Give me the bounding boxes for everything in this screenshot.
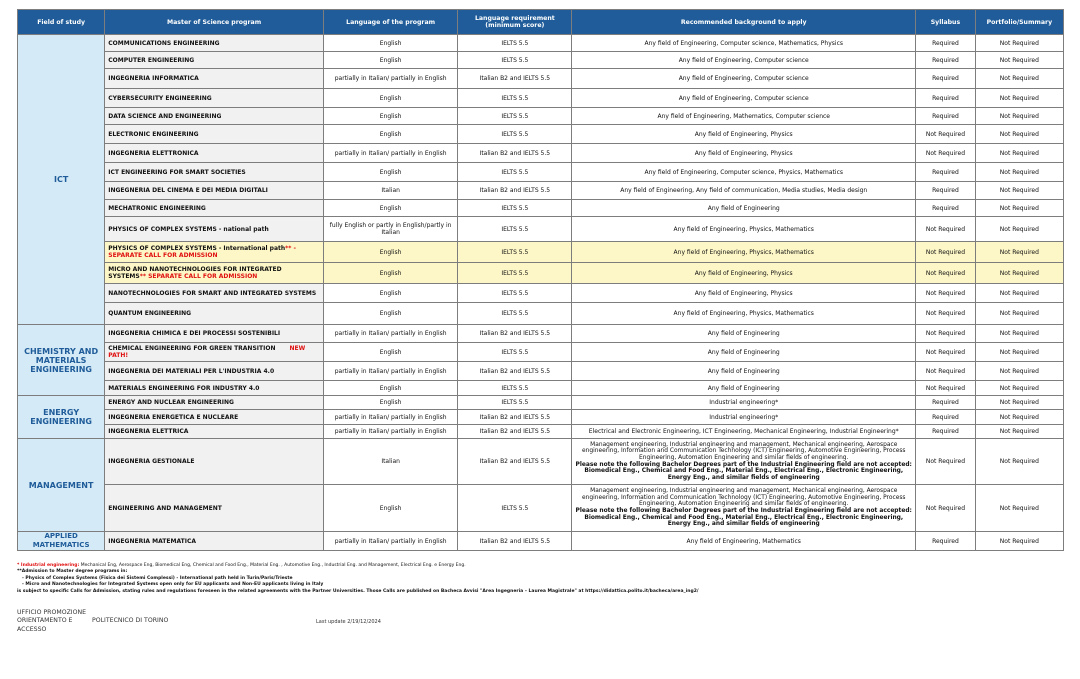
language-cell: Italian — [323, 182, 457, 200]
requirement-cell: Italian B2 and IELTS 5.5 — [458, 439, 572, 485]
language-cell: English — [323, 396, 457, 410]
table-row — [18, 532, 1064, 551]
syllabus-cell: Not Required — [916, 303, 976, 325]
portfolio-cell: Not Required — [975, 439, 1063, 485]
syllabus-cell: Required — [916, 532, 976, 551]
program-name: MICRO AND NANOTECHNOLOGIES FOR INTEGRATED SYSTEMS — [108, 266, 282, 280]
table-row — [18, 485, 1064, 532]
separate-call-note: ** SEPARATE CALL FOR ADMISSION — [139, 273, 258, 280]
language-cell: English — [323, 263, 457, 284]
program-cell: INGEGNERIA DEL CINEMA E DEI MEDIA DIGITALI — [105, 182, 324, 200]
requirement-cell: IELTS 5.5 — [458, 485, 572, 532]
background-cell: Industrial engineering* — [572, 410, 916, 425]
table-row — [18, 144, 1064, 163]
requirement-cell: Italian B2 and IELTS 5.5 — [458, 325, 572, 343]
background-cell: Any field of Engineering, Computer science — [572, 69, 916, 89]
table-row — [18, 182, 1064, 200]
language-cell: English — [323, 163, 457, 182]
requirement-cell: IELTS 5.5 — [458, 263, 572, 284]
requirement-cell: IELTS 5.5 — [458, 242, 572, 263]
background-exclusion-note: Please note the following Bachelor Degrees part of the Industrial Engineering field are not accepted: Biomedical Eng., Chemical and Food Eng., Material Eng., Electrical Eng., Electronic Engineering, Energy Eng., and similar fields of engineering — [575, 508, 912, 528]
language-cell: partially in Italian/ partially in English — [323, 362, 457, 381]
footer-last-update: Last update 2/19/12/2024 — [316, 619, 381, 625]
language-cell: English — [323, 343, 457, 362]
portfolio-cell: Not Required — [975, 242, 1063, 263]
language-cell: English — [323, 303, 457, 325]
requirement-cell: Italian B2 and IELTS 5.5 — [458, 425, 572, 439]
background-cell: Any field of Engineering, Physics — [572, 144, 916, 163]
portfolio-cell: Not Required — [975, 485, 1063, 532]
footnote-label: * Industrial engineering: — [17, 563, 80, 568]
background-cell: Any field of Engineering, Physics, Mathematics — [572, 242, 916, 263]
requirement-cell: Italian B2 and IELTS 5.5 — [458, 144, 572, 163]
portfolio-cell: Not Required — [975, 35, 1063, 52]
program-cell: INGEGNERIA ELETTRICA — [105, 425, 324, 439]
syllabus-cell: Not Required — [916, 125, 976, 144]
table-row — [18, 52, 1064, 69]
requirement-cell: IELTS 5.5 — [458, 381, 572, 396]
program-name: CHEMICAL ENGINEERING FOR GREEN TRANSITION — [108, 345, 276, 352]
footnotes — [17, 563, 1067, 595]
language-cell: partially in Italian/ partially in English — [323, 410, 457, 425]
syllabus-cell: Not Required — [916, 325, 976, 343]
table-row — [18, 69, 1064, 89]
requirement-cell: IELTS 5.5 — [458, 303, 572, 325]
requirement-cell: Italian B2 and IELTS 5.5 — [458, 410, 572, 425]
header-language: Language of the program — [323, 10, 457, 35]
program-cell: COMMUNICATIONS ENGINEERING — [105, 35, 324, 52]
table-row — [18, 125, 1064, 144]
requirement-cell: IELTS 5.5 — [458, 200, 572, 217]
program-cell: ENGINEERING AND MANAGEMENT — [105, 485, 324, 532]
background-cell: Any field of Engineering, Computer science — [572, 89, 916, 108]
background-cell: Any field of Engineering, Mathematics — [572, 532, 916, 551]
syllabus-cell: Required — [916, 182, 976, 200]
portfolio-cell: Not Required — [975, 52, 1063, 69]
background-cell: Any field of Engineering — [572, 325, 916, 343]
table-row — [18, 425, 1064, 439]
language-cell: English — [323, 35, 457, 52]
portfolio-cell: Not Required — [975, 532, 1063, 551]
requirement-cell: IELTS 5.5 — [458, 89, 572, 108]
background-cell: Any field of Engineering, Any field of communication, Media studies, Media design — [572, 182, 916, 200]
table-row — [18, 381, 1064, 396]
program-name: PHYSICS OF COMPLEX SYSTEMS - International path — [108, 245, 286, 252]
program-cell: ENERGY AND NUCLEAR ENGINEERING — [105, 396, 324, 410]
separate-call-note: ** - SEPARATE CALL FOR ADMISSION — [108, 245, 297, 259]
portfolio-cell: Not Required — [975, 381, 1063, 396]
new-path-badge: NEW PATH! — [108, 345, 306, 359]
requirement-cell: IELTS 5.5 — [458, 52, 572, 69]
field-cell-management: MANAGEMENT — [18, 439, 105, 532]
language-cell: English — [323, 242, 457, 263]
program-cell: INGEGNERIA DEI MATERIALI PER L'INDUSTRIA 4.0 — [105, 362, 324, 381]
background-cell: Any field of Engineering, Physics — [572, 125, 916, 144]
requirement-cell: Italian B2 and IELTS 5.5 — [458, 532, 572, 551]
background-text: Management engineering, Industrial engineering and management, Mechanical engineering, Aerospace engineering, Information and Communication Technology (ICT) Engineering, Automotive Engineering, Process Engineering, Automation Engineering and similar fields of engineering. — [581, 488, 906, 508]
program-cell: INGEGNERIA ENERGETICA E NUCLEARE — [105, 410, 324, 425]
syllabus-cell: Required — [916, 108, 976, 125]
syllabus-cell: Not Required — [916, 362, 976, 381]
header-requirement: Language requirement (minimum score) — [458, 10, 572, 35]
language-cell: fully English or partly in English/partly in Italian — [323, 217, 457, 242]
background-cell: Electrical and Electronic Engineering, ICT Engineering, Mechanical Engineering, Industrial Engineering* — [572, 425, 916, 439]
requirement-cell: IELTS 5.5 — [458, 284, 572, 303]
language-cell: partially in Italian/ partially in English — [323, 425, 457, 439]
background-cell: Any field of Engineering — [572, 362, 916, 381]
portfolio-cell: Not Required — [975, 144, 1063, 163]
program-cell: INGEGNERIA CHIMICA E DEI PROCESSI SOSTENIBILI — [105, 325, 324, 343]
table-row — [18, 410, 1064, 425]
syllabus-cell: Not Required — [916, 439, 976, 485]
background-cell: Any field of Engineering, Computer science, Physics, Mathematics — [572, 163, 916, 182]
table-row — [18, 362, 1064, 381]
syllabus-cell: Required — [916, 396, 976, 410]
table-row — [18, 325, 1064, 343]
table-header-row — [18, 10, 1064, 35]
portfolio-cell: Not Required — [975, 182, 1063, 200]
table-row — [18, 108, 1064, 125]
program-cell: QUANTUM ENGINEERING — [105, 303, 324, 325]
programs-table — [17, 9, 1064, 551]
requirement-cell: IELTS 5.5 — [458, 125, 572, 144]
requirement-cell: IELTS 5.5 — [458, 396, 572, 410]
language-cell: English — [323, 52, 457, 69]
portfolio-cell: Not Required — [975, 362, 1063, 381]
field-cell-energy: ENERGY ENGINEERING — [18, 396, 105, 439]
background-cell: Any field of Engineering, Physics — [572, 284, 916, 303]
field-cell-applied-mathematics: APPLIED MATHEMATICS — [18, 532, 105, 551]
syllabus-cell: Required — [916, 200, 976, 217]
requirement-cell: IELTS 5.5 — [458, 217, 572, 242]
language-cell: partially in Italian/ partially in English — [323, 532, 457, 551]
portfolio-cell: Not Required — [975, 325, 1063, 343]
syllabus-cell: Required — [916, 163, 976, 182]
language-cell: Italian — [323, 439, 457, 485]
background-cell: Any field of Engineering, Computer science, Mathematics, Physics — [572, 35, 916, 52]
language-cell: English — [323, 108, 457, 125]
program-cell: CYBERSECURITY ENGINEERING — [105, 89, 324, 108]
syllabus-cell: Not Required — [916, 284, 976, 303]
program-cell: INGEGNERIA INFORMATICA — [105, 69, 324, 89]
background-cell: Any field of Engineering — [572, 200, 916, 217]
syllabus-cell: Not Required — [916, 263, 976, 284]
language-cell: English — [323, 125, 457, 144]
syllabus-cell: Not Required — [916, 242, 976, 263]
syllabus-cell: Not Required — [916, 343, 976, 362]
background-cell: Any field of Engineering, Physics — [572, 263, 916, 284]
program-cell — [105, 242, 324, 263]
header-portfolio: Portfolio/Summary — [975, 10, 1063, 35]
portfolio-cell: Not Required — [975, 284, 1063, 303]
program-cell: ICT ENGINEERING FOR SMART SOCIETIES — [105, 163, 324, 182]
background-cell: Any field of Engineering — [572, 381, 916, 396]
program-cell: ELECTRONIC ENGINEERING — [105, 125, 324, 144]
background-cell: Any field of Engineering, Physics, Mathematics — [572, 217, 916, 242]
language-cell: English — [323, 485, 457, 532]
table-row — [18, 217, 1064, 242]
background-cell: Any field of Engineering, Physics, Mathematics — [572, 303, 916, 325]
footnote-physics-complex-systems: - Physics of Complex Systems (Fisica dei Sistemi Complessi) - International path held in Turin/Paris/Trieste — [22, 575, 293, 581]
table-row — [18, 163, 1064, 182]
footer-university: POLITECNICO DI TORINO — [92, 617, 169, 624]
table-row — [18, 200, 1064, 217]
portfolio-cell: Not Required — [975, 263, 1063, 284]
portfolio-cell: Not Required — [975, 108, 1063, 125]
background-cell: Industrial engineering* — [572, 396, 916, 410]
language-cell: English — [323, 381, 457, 396]
portfolio-cell: Not Required — [975, 303, 1063, 325]
portfolio-cell: Not Required — [975, 343, 1063, 362]
field-cell-ict: ICT — [18, 35, 105, 325]
program-cell: INGEGNERIA GESTIONALE — [105, 439, 324, 485]
program-cell: NANOTECHNOLOGIES FOR SMART AND INTEGRATED SYSTEMS — [105, 284, 324, 303]
program-cell: INGEGNERIA ELETTRONICA — [105, 144, 324, 163]
background-exclusion-note: Please note the following Bachelor Degrees part of the Industrial Engineering field are not accepted: Biomedical Eng., Chemical and Food Eng., Material Eng., Electrical Eng., Electronic Engineering, Energy Eng., and similar fields of engineering — [575, 461, 912, 481]
table-row — [18, 439, 1064, 485]
footnote-text: Mechanical Eng, Aerospace Eng, Biomedical Eng, Chemical and Food Eng., Material Eng. , Automotive Eng., Industrial Eng. and Management, Electrical Eng. e Energy Eng. — [79, 563, 466, 568]
portfolio-cell: Not Required — [975, 200, 1063, 217]
table-row — [18, 396, 1064, 410]
portfolio-cell: Not Required — [975, 396, 1063, 410]
table-row-highlighted — [18, 242, 1064, 263]
portfolio-cell: Not Required — [975, 217, 1063, 242]
portfolio-cell: Not Required — [975, 163, 1063, 182]
footnote-separate-calls: is subject to specific Calls for Admission, stating rules and regulations foreseen in the related agreements with the Partner Universities. Those Calls are published on Bacheca Avvisi "Area Ingegneria – Laurea Magistrale" at https://didattica.polito.it/bacheca/area_ing2/ — [17, 588, 699, 594]
syllabus-cell: Not Required — [916, 381, 976, 396]
syllabus-cell: Required — [916, 69, 976, 89]
requirement-cell: Italian B2 and IELTS 5.5 — [458, 362, 572, 381]
program-cell: INGEGNERIA MATEMATICA — [105, 532, 324, 551]
table-row — [18, 89, 1064, 108]
header-program: Master of Science program — [105, 10, 324, 35]
background-cell — [572, 439, 916, 485]
program-cell: MECHATRONIC ENGINEERING — [105, 200, 324, 217]
language-cell: English — [323, 284, 457, 303]
requirement-cell: Italian B2 and IELTS 5.5 — [458, 69, 572, 89]
header-syllabus: Syllabus — [916, 10, 976, 35]
portfolio-cell: Not Required — [975, 69, 1063, 89]
program-cell — [105, 263, 324, 284]
syllabus-cell: Required — [916, 89, 976, 108]
language-cell: English — [323, 200, 457, 217]
requirement-cell: IELTS 5.5 — [458, 108, 572, 125]
language-cell: partially in Italian/ partially in English — [323, 144, 457, 163]
syllabus-cell: Required — [916, 425, 976, 439]
portfolio-cell: Not Required — [975, 89, 1063, 108]
background-cell: Any field of Engineering, Mathematics, Computer science — [572, 108, 916, 125]
requirement-cell: IELTS 5.5 — [458, 343, 572, 362]
footnote-admission-heading: **Admission to Master degree programs in: — [17, 569, 128, 575]
footnote-micro-nanotechnologies: - Micro and Nanotechnologies for Integrated Systems open only for EU applicants and Non-EU applicants living in Italy — [22, 582, 324, 588]
background-text: Management engineering, Industrial engineering and management, Mechanical engineering, Aerospace engineering, Information and Communication Technology (ICT) Engineering, Automotive Engineering, Process Engineering, Automation Engineering and similar fields of engineering. — [581, 441, 906, 461]
background-cell: Any field of Engineering, Computer science — [572, 52, 916, 69]
syllabus-cell: Not Required — [916, 144, 976, 163]
program-cell: DATA SCIENCE AND ENGINEERING — [105, 108, 324, 125]
background-cell: Any field of Engineering — [572, 343, 916, 362]
program-cell: MATERIALS ENGINEERING FOR INDUSTRY 4.0 — [105, 381, 324, 396]
syllabus-cell: Required — [916, 52, 976, 69]
language-cell: English — [323, 89, 457, 108]
language-cell: partially in Italian/ partially in English — [323, 69, 457, 89]
syllabus-cell: Not Required — [916, 217, 976, 242]
program-cell: COMPUTER ENGINEERING — [105, 52, 324, 69]
syllabus-cell: Required — [916, 410, 976, 425]
background-cell — [572, 485, 916, 532]
syllabus-cell: Required — [916, 35, 976, 52]
table-row-highlighted — [18, 263, 1064, 284]
program-cell — [105, 343, 324, 362]
header-background: Recommended background to apply — [572, 10, 916, 35]
table-row — [18, 35, 1064, 52]
portfolio-cell: Not Required — [975, 125, 1063, 144]
table-row — [18, 284, 1064, 303]
header-field: Field of study — [18, 10, 105, 35]
requirement-cell: IELTS 5.5 — [458, 35, 572, 52]
language-cell: partially in Italian/ partially in English — [323, 325, 457, 343]
footer-office: UFFICIO PROMOZIONE ORIENTAMENTO E ACCESSO — [17, 609, 87, 633]
field-cell-chemistry: CHEMISTRY AND MATERIALS ENGINEERING — [18, 325, 105, 396]
portfolio-cell: Not Required — [975, 425, 1063, 439]
table-row — [18, 303, 1064, 325]
requirement-cell: IELTS 5.5 — [458, 163, 572, 182]
requirement-cell: Italian B2 and IELTS 5.5 — [458, 182, 572, 200]
program-cell: PHYSICS OF COMPLEX SYSTEMS - national path — [105, 217, 324, 242]
table-row — [18, 343, 1064, 362]
syllabus-cell: Not Required — [916, 485, 976, 532]
portfolio-cell: Not Required — [975, 410, 1063, 425]
